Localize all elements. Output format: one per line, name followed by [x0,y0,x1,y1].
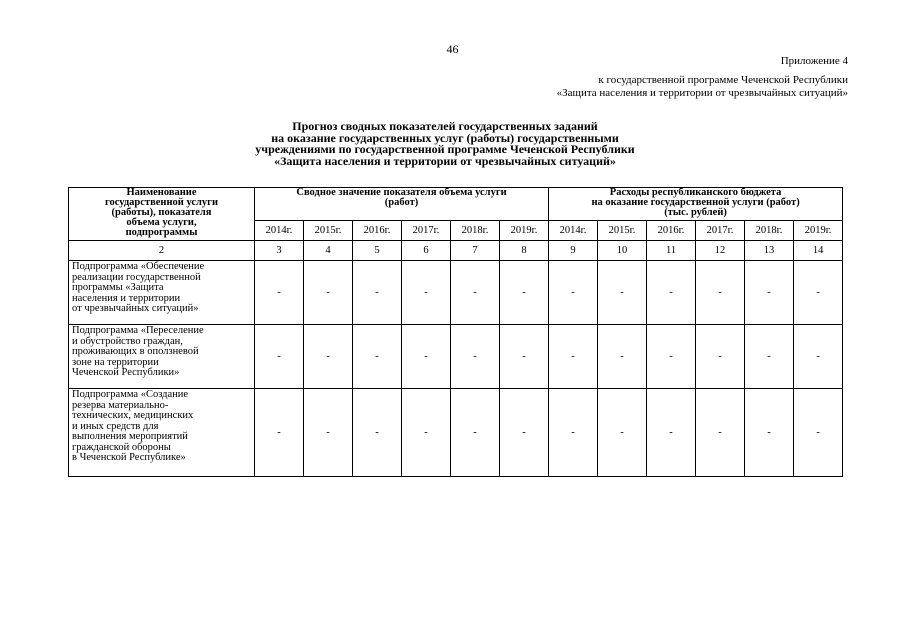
col-name-header [69,188,255,241]
heading-line-2: на оказание государственных услуг (работы) государственными [271,130,619,145]
value-cell: - [451,261,500,325]
value-cell: - [500,261,549,325]
document-heading [150,121,740,167]
year-header: 2019г. [500,221,549,241]
col-name-header-line-1: Наименование [126,187,197,198]
subprogram-name-line: в Чеченской Республике» [72,452,186,463]
group-header-budget [549,188,843,221]
value-cell: - [745,261,794,325]
col-name-header-line-4: объема услуги, [126,217,197,228]
subprogram-name-line: реализации государственной [72,271,201,283]
heading-line-3: учреждениями по государственной программе Чеченской Республики [255,142,635,156]
year-header: 2018г. [451,221,500,241]
col-name-header-line-5: подпрограммы [125,227,198,238]
value-cell: - [304,325,353,389]
column-number: 8 [500,241,549,261]
subprogram-name-line: программы «Защита [72,282,164,293]
value-cell: - [304,261,353,325]
table-row [69,325,843,389]
subprogram-name-line: выполнения мероприятий [72,431,188,442]
column-number: 4 [304,241,353,261]
subprogram-name [69,389,255,477]
year-header: 2014г. [549,221,598,241]
subprogram-name-line: гражданской обороны [72,441,171,453]
year-header: 2018г. [745,221,794,241]
year-header: 2016г. [647,221,696,241]
value-cell: - [794,389,843,477]
column-number: 13 [745,241,794,261]
column-number: 6 [402,241,451,261]
column-number: 3 [255,241,304,261]
value-cell: - [647,325,696,389]
column-number: 5 [353,241,402,261]
value-cell: - [353,325,402,389]
year-header: 2017г. [402,221,451,241]
year-header: 2015г. [304,221,353,241]
subprogram-name-line: проживающих в оползневой [72,346,199,357]
heading-line-4: «Защита населения и территории от чрезвычайных ситуаций» [274,153,616,168]
year-header: 2017г. [696,221,745,241]
header-row-groups [69,188,843,221]
subprogram-name [69,261,255,325]
value-cell: - [255,325,304,389]
table-row [69,261,843,325]
subprogram-name-line: резерва материально- [72,399,169,411]
heading-line-1: Прогноз сводных показателей государственных заданий [292,119,598,133]
value-cell: - [794,261,843,325]
subprogram-name-line: Подпрограмма «Переселение [72,325,204,336]
subprogram-name-line: Подпрограмма «Создание [72,389,189,400]
subprogram-name [69,325,255,389]
subprogram-name-line: Чеченской Республики» [72,367,180,378]
value-cell: - [745,389,794,477]
value-cell: - [696,261,745,325]
value-cell: - [647,389,696,477]
subprogram-name-line: населения и территории [72,292,181,304]
value-cell: - [549,389,598,477]
value-cell: - [353,389,402,477]
page-number: 46 [446,42,459,56]
value-cell: - [696,325,745,389]
column-number: 9 [549,241,598,261]
value-cell: - [745,325,794,389]
column-number: 10 [598,241,647,261]
value-cell: - [598,389,647,477]
value-cell: - [353,261,402,325]
year-header: 2014г. [255,221,304,241]
group2-line-1: Расходы республиканского бюджета [609,187,782,198]
column-numbers-row [69,241,843,261]
forecast-table [68,187,843,477]
value-cell: - [598,261,647,325]
subprogram-name-line: и иных средств для [72,420,159,432]
subprogram-name-line: от чрезвычайных ситуаций» [72,303,199,314]
value-cell: - [451,325,500,389]
appendix-title: Приложение 4 [780,55,848,67]
subprogram-name-line: зоне на территории [72,356,159,368]
value-cell: - [549,261,598,325]
value-cell: - [402,261,451,325]
year-header: 2019г. [794,221,843,241]
appendix-line-2: «Защита населения и территории от чрезвычайных ситуаций» [556,87,848,99]
appendix-line-1: к государственной программе Чеченской Республики [598,74,848,86]
appendix-block [557,55,848,100]
year-header: 2016г. [353,221,402,241]
subprogram-name-line: Подпрограмма «Обеспечение [72,261,205,272]
group1-line-1: Сводное значение показателя объема услуги [296,187,507,198]
value-cell: - [598,325,647,389]
group-header-volume [255,188,549,221]
column-number: 11 [647,241,696,261]
value-cell: - [794,325,843,389]
column-number: 14 [794,241,843,261]
col-name-header-line-2: государственной услуги [105,197,218,208]
value-cell: - [549,325,598,389]
value-cell: - [696,389,745,477]
value-cell: - [647,261,696,325]
group1-line-2: (работ) [384,197,419,208]
group2-line-3: (тыс. рублей) [664,207,727,218]
value-cell: - [304,389,353,477]
value-cell: - [402,389,451,477]
value-cell: - [255,261,304,325]
subprogram-name-line: технических, медицинских [72,410,194,421]
value-cell: - [451,389,500,477]
table-row [69,389,843,477]
column-number: 7 [451,241,500,261]
subprogram-name-line: и обустройство граждан, [72,335,183,347]
value-cell: - [402,325,451,389]
value-cell: - [500,389,549,477]
year-header: 2015г. [598,221,647,241]
group2-line-2: на оказание государственной услуги (работ) [591,197,800,208]
value-cell: - [255,389,304,477]
col-name-header-line-3: (работы), показателя [111,207,212,218]
value-cell: - [500,325,549,389]
column-number: 2 [69,241,255,261]
column-number: 12 [696,241,745,261]
